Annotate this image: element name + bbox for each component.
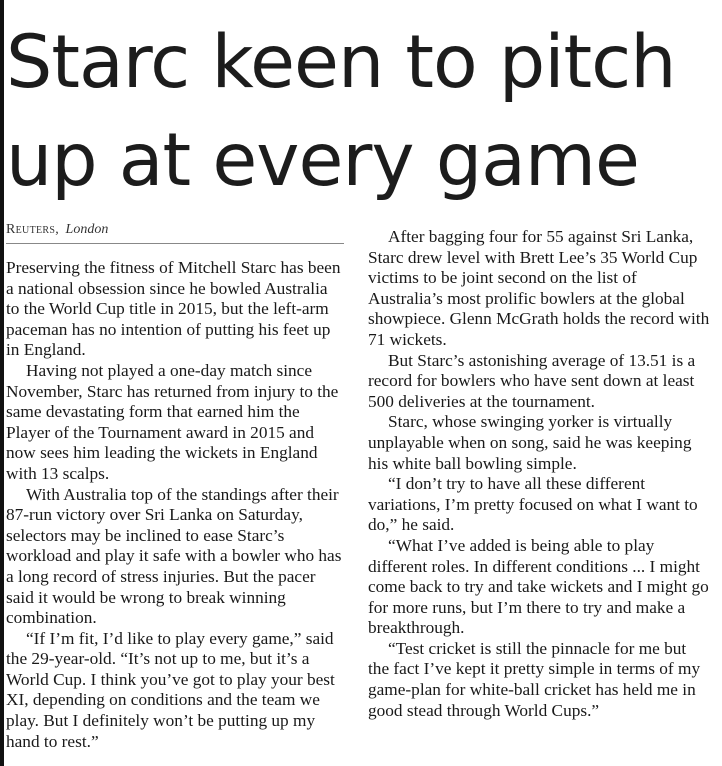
paragraph: Starc, whose swinging yorker is virtually unplayable when on song, said he was keeping his white ball bowling simple. [368,412,692,473]
paragraph: But Starc’s astonishing average of 13.51 is a record for bowlers who have sent down at least 500 deliveries at the tournament. [368,350,696,411]
paragraph: After bagging four for 55 against Sri Lanka, Starc drew level with Brett Lee’s 35 World Cup victims to be joint second on the list of Australia’s most prolific bowlers at the global showpiece. Glenn McGrath holds the record with 71 wickets. [368,227,710,349]
paragraph: With Australia top of the standings after their 87-run victory over Sri Lanka on Saturday, selectors may be inclined to ease Starc’s workload and play it safe with a bowler who has a long record of stress injuries. But the pacer said it would be wrong to break winning combination. [6,484,342,628]
paragraph: “Test cricket is still the pinnacle for me but the fact I’ve kept it pretty simple in terms of my game-plan for white-ball cricket has held me in good stead through World Cups.” [368,638,701,720]
paragraph: Having not played a one-day match since November, Starc has returned from injury to the same devastating form that earned him the Player of the Tournament award in 2015 and now sees him leading the wickets in England with 13 scalps. [6,360,339,483]
paragraph: “If I’m fit, I’d like to play every game,” said the 29-year-old. “It’s not up to me, but it’s a World Cup. I think you’ve got to play your best XI, depending on conditions and the team we play. But I definitely won’t be putting up my hand to rest.” [6,628,335,751]
byline-agency: Reuters, [6,222,60,237]
headline: Starc keen to pitch up at every game [6,20,676,203]
paragraph: “What I’ve added is being able to play different roles. In different conditions ... I might come back to try and take wickets and I might go for more runs, but I’m there to try and make a breakthrough. [368,535,709,638]
left-column [6,258,344,752]
paragraph: “I don’t try to have all these different variations, I’m pretty focused on what I want to do,” he said. [368,474,698,535]
page-edge-bar [0,0,4,766]
byline [6,222,108,238]
byline-place: London [65,222,109,237]
byline-rule [6,243,344,244]
paragraph: Preserving the fitness of Mitchell Starc has been a national obsession since he bowled Australia to the World Cup title in 2015, but the left-arm paceman has no intention of putting his feet up in England. [6,258,341,360]
right-column [368,227,710,721]
